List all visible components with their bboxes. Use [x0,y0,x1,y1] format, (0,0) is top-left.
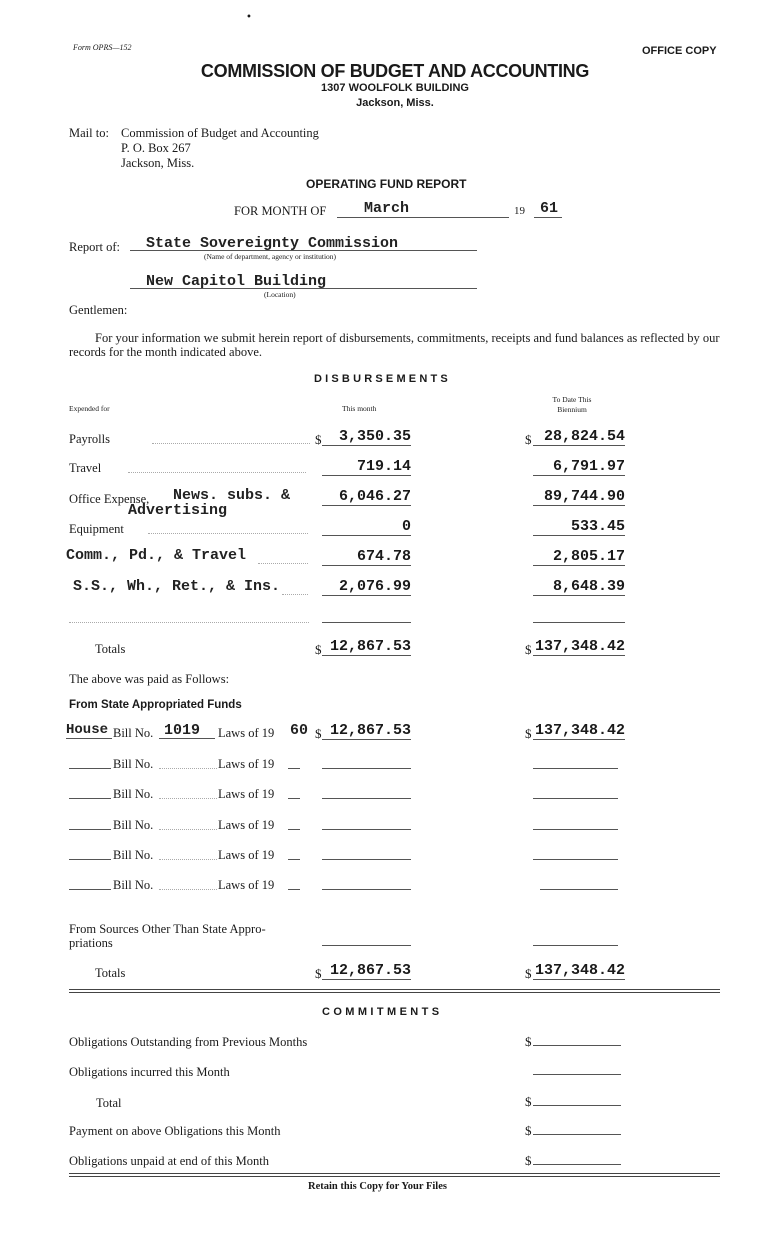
totals-label-2: Totals [95,966,126,980]
dollar-sign: $ [525,966,532,981]
commitment-label: Obligations Outstanding from Previous Months [69,1035,308,1049]
city: Jackson, Miss. [356,97,434,109]
form-number: Form OPRS—152 [73,43,132,52]
amount-line [322,979,411,980]
totals-label: Totals [95,642,126,656]
disbursements-heading: DISBURSEMENTS [314,373,451,385]
amount-line [322,768,411,769]
row-label-equipment: Equipment [69,522,124,536]
stray-dot: • [246,12,252,23]
amount-line [322,829,411,830]
blank-year-line [288,859,300,860]
report-of-label: Report of: [69,240,121,254]
commitment-amount-line [533,1074,621,1075]
amount-line [322,535,411,536]
blank-bill-number-line [159,798,217,799]
leader-dots [282,594,308,595]
totals2-month: 12,867.53 [329,962,411,979]
blank-bill-chamber-line [69,768,111,769]
amount-line [322,595,411,596]
blank-bill-number-line [159,859,217,860]
amount-line [322,859,411,860]
amount-line [322,475,411,476]
dollar-sign: $ [315,432,322,447]
amount-line [533,798,618,799]
bill-no-label: Bill No. [113,726,154,740]
report-of-caption: (Name of department, agency or institution) [204,252,337,261]
bottom-divider [69,1176,720,1177]
dollar-sign: $ [525,642,532,657]
col-expended-for: Expended for [69,404,110,413]
todate-office-expense: 89,744.90 [543,488,625,505]
bill-chamber-line [66,738,112,739]
other-sources-line2: priations [69,936,113,950]
todate-ss: 8,648.39 [552,578,625,595]
report-title: OPERATING FUND REPORT [306,177,467,191]
blank-bill-chamber-line [69,859,111,860]
year-value: 61 [540,200,559,217]
amount-line [533,445,625,446]
dollar-sign: $ [525,726,532,741]
totals2-todate: 137,348.42 [534,962,625,979]
leader-dots [69,622,309,623]
bill-number: 1019 [164,722,201,739]
amount-line [322,798,411,799]
amount-line [533,768,618,769]
amount-line [533,945,618,946]
commitment-amount-line [533,1105,621,1106]
bill-number-line [159,738,215,739]
commitment-amount-line [533,1045,621,1046]
dollar-sign: $ [315,726,322,741]
bottom-divider [69,1173,720,1174]
blank-laws-label: Laws of 19 [218,878,275,892]
commitment-amount-line [533,1134,621,1135]
other-sources-line1: From Sources Other Than State Appro- [69,922,266,936]
amount-line [322,655,411,656]
todate-equipment: 533.45 [570,518,625,535]
paid-as-follows: The above was paid as Follows: [69,672,230,686]
blank-bill-label: Bill No. [113,878,154,892]
laws-label: Laws of 19 [218,726,275,740]
dollar-sign: $ [525,432,532,447]
dollar-sign: $ [315,642,322,657]
bill-todate: 137,348.42 [534,722,625,739]
amount-line [322,505,411,506]
row-label-comm: Comm., Pd., & Travel [66,547,247,564]
amount-line [533,505,625,506]
month-office-expense: 6,046.27 [338,488,411,505]
row-label-payrolls: Payrolls [69,432,110,446]
blank-bill-number-line [159,889,217,890]
total-month: 12,867.53 [329,638,411,655]
bill-month: 12,867.53 [329,722,411,739]
year-prefix: 19 [514,205,525,217]
todate-payrolls: 28,824.54 [543,428,625,445]
leader-dots [258,563,308,564]
amount-line [533,979,625,980]
commitment-dollar: $ [525,1034,532,1049]
blank-year-line [288,798,300,799]
commitment-label: Payment on above Obligations this Month [69,1124,281,1138]
blank-bill-label: Bill No. [113,818,154,832]
commitment-dollar: $ [525,1094,532,1109]
blank-bill-chamber-line [69,889,111,890]
row-label-office-expense: Office Expense, [69,492,150,506]
todate-comm: 2,805.17 [552,548,625,565]
amount-line [533,829,618,830]
amount-line [322,889,411,890]
amount-line [540,889,618,890]
amount-line [533,622,625,623]
section-divider [69,989,720,990]
dollar-sign: $ [315,966,322,981]
col-this-month: This month [342,404,377,413]
from-state-funds: From State Appropriated Funds [69,699,242,711]
amount-line [533,595,625,596]
amount-line [322,622,411,623]
intro-text: For your information we submit herein report of disbursements, commitments, receipts and fund balances as reflected by our records for the month indicated above. [69,331,720,359]
salutation: Gentlemen: [69,303,128,317]
office-expense-typed-2: Advertising [128,502,228,519]
commitment-dollar: $ [525,1153,532,1168]
leader-dots [128,472,306,473]
amount-line [322,445,411,446]
blank-laws-label: Laws of 19 [218,818,275,832]
office-copy: OFFICE COPY [642,45,717,57]
location-value: New Capitol Building [146,273,327,290]
laws-year: 60 [290,722,309,739]
blank-year-line [288,768,300,769]
month-ss: 2,076.99 [338,578,411,595]
commitment-label: Total [96,1096,122,1110]
blank-bill-chamber-line [69,798,111,799]
office-expense-typed: News. subs. & [173,487,291,504]
blank-year-line [288,889,300,890]
blank-laws-label: Laws of 19 [218,848,275,862]
amount-line [533,535,625,536]
mail-to-line2: P. O. Box 267 [121,141,191,155]
mail-to-line1: Commission of Budget and Accounting [121,126,319,140]
commitment-label: Obligations unpaid at end of this Month [69,1154,269,1168]
total-todate: 137,348.42 [534,638,625,655]
month-label: FOR MONTH OF [234,204,327,218]
blank-laws-label: Laws of 19 [218,787,275,801]
report-of-value: State Sovereignty Commission [146,235,399,252]
blank-bill-chamber-line [69,829,111,830]
commitment-amount-line [533,1164,621,1165]
month-payrolls: 3,350.35 [338,428,411,445]
blank-bill-number-line [159,768,217,769]
row-label-travel: Travel [69,461,102,475]
month-equipment: 0 [401,518,411,535]
location-caption: (Location) [264,290,296,299]
footer-note: Retain this Copy for Your Files [308,1181,447,1192]
page-title: COMMISSION OF BUDGET AND ACCOUNTING [200,61,590,81]
amount-line [322,739,411,740]
month-line [337,217,509,218]
leader-dots [152,443,310,444]
blank-bill-label: Bill No. [113,848,154,862]
blank-year-line [288,829,300,830]
amount-line [533,655,625,656]
blank-bill-number-line [159,829,217,830]
amount-line [533,565,625,566]
col-to-date: To Date This Biennium [552,395,592,414]
todate-travel: 6,791.97 [552,458,625,475]
commitment-dollar: $ [525,1123,532,1138]
section-divider [69,992,720,993]
blank-bill-label: Bill No. [113,787,154,801]
amount-line [322,565,411,566]
commitment-label: Obligations incurred this Month [69,1065,230,1079]
blank-laws-label: Laws of 19 [218,757,275,771]
year-line [534,217,562,218]
mail-to-line3: Jackson, Miss. [121,156,195,170]
bill-chamber: House [66,722,109,738]
leader-dots [148,533,308,534]
amount-line [533,475,625,476]
blank-bill-label: Bill No. [113,757,154,771]
amount-line [533,739,625,740]
month-comm: 674.78 [356,548,411,565]
row-label-ss: S.S., Wh., Ret., & Ins. [73,578,281,595]
amount-line [533,859,618,860]
month-value: March [364,200,410,217]
building-address: 1307 WOOLFOLK BUILDING [321,82,469,94]
amount-line [322,945,411,946]
commitments-heading: COMMITMENTS [322,1006,443,1018]
month-travel: 719.14 [356,458,411,475]
mail-to-label: Mail to: [69,126,109,140]
